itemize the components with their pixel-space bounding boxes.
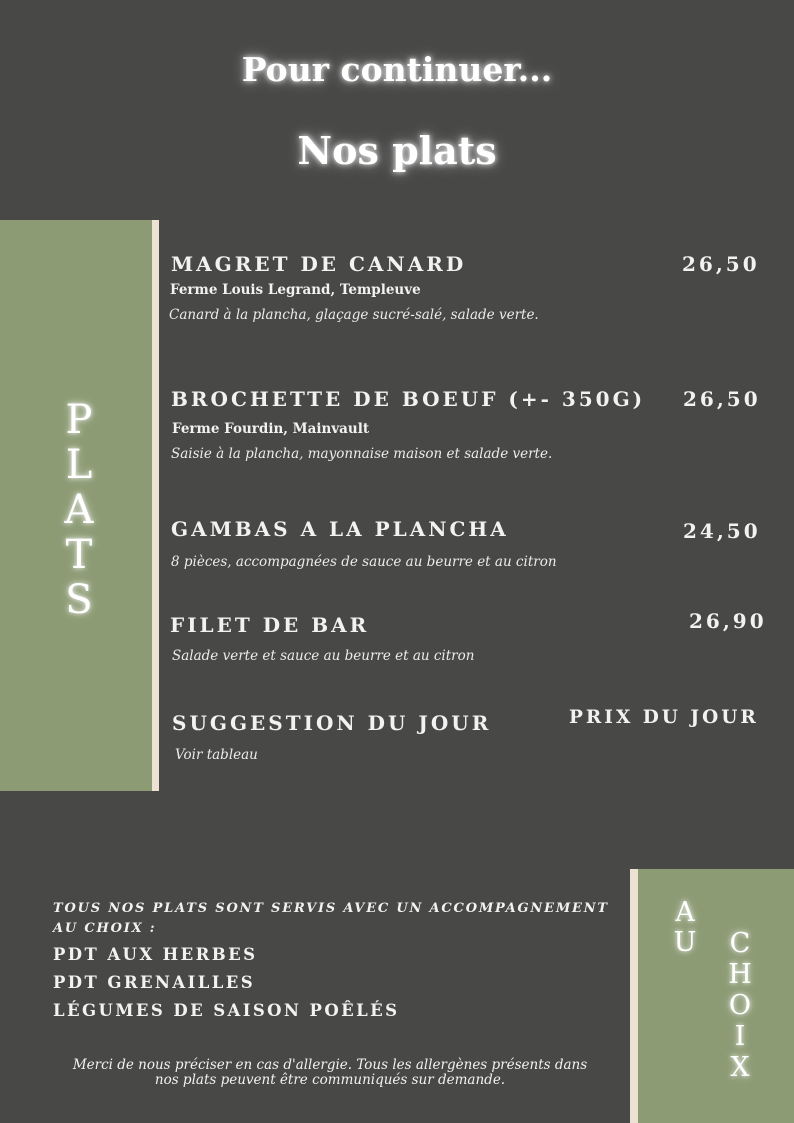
plats-band-divider [152,220,159,791]
dish-name: FILET DE BAR [170,613,370,637]
au-choix-band-divider [630,869,638,1123]
au-letter: U [673,927,697,958]
choix-letter: O [728,990,752,1021]
choix-vertical-label [725,928,755,1083]
dish-price: 26,50 [682,252,760,276]
dish-name: GAMBAS A LA PLANCHA [171,517,509,541]
dish-price: 26,90 [689,609,767,633]
dish-description: 8 pièces, accompagnées de sauce au beurre et au citron [171,554,557,570]
dish-description: Saisie à la plancha, mayonnaise maison et salade verte. [171,446,553,462]
choix-letter: C [729,928,751,959]
header-title: Pour continuer... [241,50,553,89]
plats-letter: P [65,397,93,443]
header-subtitle: Nos plats [297,128,497,173]
allergy-note: Merci de nous préciser en cas d'allergie. Tous les allergènes présents dans nos plats peuvent être communiqués sur demande. [72,1057,588,1088]
dish-name: MAGRET DE CANARD [171,252,467,276]
dish-price: 26,50 [683,387,761,411]
plats-letter: L [65,442,93,488]
dish-name: BROCHETTE DE BOEUF (+- 350G) [171,387,646,411]
choix-letter: I [734,1021,746,1052]
side-option: LÉGUMES DE SAISON POÊLÉS [53,1001,400,1020]
dish-origin: Ferme Louis Legrand, Templeuve [170,282,421,298]
plats-vertical-label [54,398,104,623]
dish-description: Salade verte et sauce au beurre et au citron [172,648,475,664]
side-option: PDT AUX HERBES [53,945,258,964]
dish-price: PRIX DU JOUR [569,707,759,728]
plats-letter: T [65,532,93,578]
dish-price: 24,50 [683,519,761,543]
dish-description: Voir tableau [175,747,258,763]
dish-description: Canard à la plancha, glaçage sucré-salé, salade verte. [169,307,539,323]
plats-letter: A [64,487,94,533]
dish-origin: Ferme Fourdin, Mainvault [172,421,370,437]
choix-letter: H [728,959,752,990]
plats-letter: S [65,577,93,623]
sides-intro: TOUS NOS PLATS SONT SERVIS AVEC UN ACCOMPAGNEMENT AU CHOIX : [53,901,609,936]
choix-letter: X [730,1052,750,1083]
side-option: PDT GRENAILLES [53,973,256,992]
au-choix-band [638,869,794,1123]
dish-name: SUGGESTION DU JOUR [172,711,492,735]
au-letter: A [675,897,695,928]
au-vertical-label [670,898,700,958]
